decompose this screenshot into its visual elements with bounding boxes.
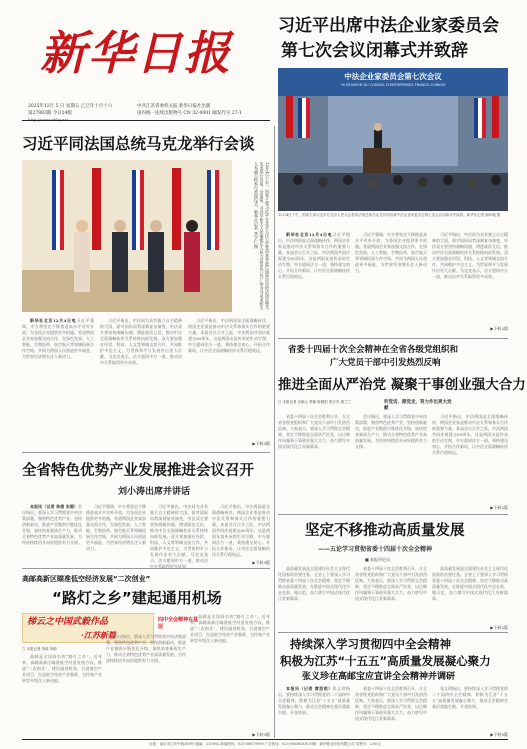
story7-top-rule [278,632,508,633]
story7-headline-line1: 持续深入学习贯彻四中全会精神 [290,637,451,651]
story2-photo [22,160,232,312]
story4-lead: 本报讯（记者 李康 宋源） [30,504,78,509]
story3-body-col2: 会议指出，要深入学习贯彻党中央决策部署，聚焦特色优势产业，坚持创新驱动，推进产业链供应链优化升级，加快培育新质生产力，推动全省特色优势产业高质量发展，为经济持续回升向好提供有力支撑。 [355,414,427,449]
story5-body-col2: 会议指出，要深入学习贯彻党中央决策部署，聚焦特色优势产业，坚持创新驱动，推进产业链供应链优化升级，加快培育新质生产力，推动全省特色优势产业高质量发展，为经济持续回升向好提供有力支撑。 [106,634,186,663]
story1-body: 新华社北京12月4日电习近平指出，中法两国是全面战略伙伴，两国企业家是推动中法关系和务实合作的重要力量。本届会议召开之际，中法两国共同庆祝建交60周年。这是两国友谊传承的生动写照，中方愿同法方一道，秉持建交初心，开拓合作新局，让中法全面战略伙伴关系行稳致远。 [278,232,350,279]
story5-byline: □ 本报记者 李源 李源 [22,647,57,651]
event-photo-illustration [278,68,508,211]
story1-photo-banner-cn: 中法企业家委员会第七次会议 [344,72,442,81]
story1-photo-banner-fr: 7e RÉUNION DU CONSEIL D'ENTREPRISES FRANCO-CHINOIS [340,83,446,87]
story3-continue[interactable]: ▶下转2版 [490,505,508,510]
story2-lead: 新华社北京12月4日电 [30,318,77,323]
footer-rule [22,739,508,740]
story3-body-col3: 习近平指出，中法两国是全面战略伙伴，两国企业家是推动中法关系和务实合作的重要力量。本届会议召开之际，中法两国共同庆祝建交60周年。这是两国友谊传承的生动写照，中方愿同法方一道，秉持建交初心，开拓合作新局，让中法全面战略伙伴关系行稳致远。 [432,414,508,455]
story2-continue[interactable]: ▶下转3版 [252,441,270,446]
story5-headline: “路灯之乡”建起通用机场 [52,589,222,607]
story7-lead: 本报讯（记者 黄思雨） [286,686,333,691]
story1-headline-line2: 第七次会议闭幕式并致辞 [281,41,468,61]
story3-kicker-line1: 省委十四届十次全会精神在全省各级党组织和 [288,345,459,355]
story2-body: 新华社北京12月4日电习近平强调，中方将坚定不移推进高水平对外开放，为各国企业提供更多机遇。希望两国企业家加强交流合作，在绿色发展、人工智能、生物医药、航空航天等领域拓展合作空间，共同为两国人民创造更多福祉，为世界经济增长注入新动力。 [22,318,94,359]
story1-continue[interactable]: ▶下转2版 [490,326,508,331]
story6-byline: ■ 本报评论员 [365,557,391,562]
column-divider [274,126,275,738]
story3-kicker-line2: 广大党员干部中引发热烈反响 [330,358,441,368]
talks-photo-illustration [22,160,232,312]
story5-continue[interactable]: ▶下转3版 [252,732,270,737]
masthead-logo: 新华日报 [40,26,232,80]
masthead-rule [22,120,270,121]
story5-banner-title: 梯云之中国武毅作品 [27,617,109,627]
story3-byline: □ 本报记者 佘颖云 蔡敏 陈明阳 张宏杰 胡兰兰 [278,400,351,404]
story4-subhead: 刘小涛出席并讲话 [118,487,191,497]
story3-top-rule [278,338,508,339]
story6-body: 高质量发展是全面建设社会主义现代化国家的首要任务。全省上下要深入学习贯彻省委十四届十次全会精神，坚定不移推动高质量发展，在推进中国式现代化中走在前、做示范，奋力谱写中国式现代化江苏新篇章。 [278,566,350,601]
story3-headline: 推进全面从严治党 凝聚干事创业强大合力 [278,377,526,393]
story1-lead: 新华社北京12月4日电 [286,232,333,237]
story5-kicker: 高邮高新区瞄准低空经济发展“二次创业” [22,575,151,583]
story4-body-col3: 习近平指出，中法同为具有独立自主精神的大国，面对国际局势深刻复杂演变，中法双方要坚持战略沟通，增进政治互信，推动中法全面战略伙伴关系持续向前发展。双方要加强在经贸、科技、人文等领域交流合作，共同维护多边主义，为世界和平与发展作出更大贡献。马克龙表示，法方愿同中方一道，推动法中关系取得更多成果。 [150,504,208,569]
story4-body-col4: 习近平指出，中法两国是全面战略伙伴，两国企业家是推动中法关系和务实合作的重要力量。本届会议召开之际，中法两国共同庆祝建交60周年。这是两国友谊传承的生动写照，中方愿同法方一道，秉持建交初心，开拓合作新局，让中法全面战略伙伴关系行稳致远。 [212,504,270,557]
story2-body-col2: 习近平指出，中法同为具有独立自主精神的大国，面对国际局势深刻复杂演变，中法双方要坚持战略沟通，增进政治互信，推动中法全面战略伙伴关系持续向前发展。双方要加强在经贸、科技、人文等领域交流合作，共同维护多边主义，为世界和平与发展作出更大贡献。马克龙表示，法方愿同中方一道，推动法中关系取得更多成果。 [100,318,182,365]
story7-body-col2: 省委十四届十次全会胜利召开，在全省各级党组织和广大党员干部中引发热烈反响。大家表示，要深入学习贯彻全会精神，坚定不移推进全面从严治党，以过硬作风凝聚干事创业强大合力，奋力谱写中国式现代化江苏新篇章。 [355,686,427,721]
story1-caption: 12月4日下午，国家主席习近平在北京人民大会堂同法国总统马克龙共同出席中法企业家委员会第七次会议闭幕式并致辞。新华社记者 谢环驰 摄 [278,213,501,217]
masthead-issue: 第27883期 今日24版 [28,111,72,116]
story7-body-col3: 张义珍指出，要持续深入学习贯彻党的二十届四中全会精神，积极为江苏“十五五”高质量发展凝心聚力，推动全会精神在基层落地生根、开花结果。 [432,686,508,709]
story5-top-rule [22,568,270,569]
masthead-publisher: 中共江苏省委机关报 新华日报社出版 [137,104,211,109]
story6-body-col3: 高质量发展是全面建设社会主义现代化国家的首要任务。全省上下要深入学习贯彻省委十四届十次全会精神，坚定不移推动高质量发展，在推进中国式现代化中走在前、做示范，奋力谱写中国式现代化江苏新篇章。 [432,566,508,601]
footer-text: 社址：南京市江东中路369号 邮编：210092 新闻热线：025-58679999 广告热线：025-58680306 印刷：新华报业印务有限公司 零售价：2.00元 [149,742,381,746]
story2-body-col3: 习近平指出，中法两国是全面战略伙伴，两国企业家是推动中法关系和务实合作的重要力量。本届会议召开之际，中法两国共同庆祝建交60周年。这是两国友谊传承的生动写照，中方愿同法方一道，秉持建交初心，开拓合作新局，让中法全面战略伙伴关系行稳致远。 [188,318,270,353]
story6-top-rule [278,514,508,515]
story7-body: 本报讯（记者 黄思雨）张义珍指出，要持续深入学习贯彻党的二十届四中全会精神，积极为江苏“十五五”高质量发展凝心聚力，推动全会精神在基层落地生根、开花结果。 [278,686,350,715]
story4-body-col2: 习近平强调，中方将坚定不移推进高水平对外开放，为各国企业提供更多机遇。希望两国企业家加强交流合作，在绿色发展、人工智能、生物医药、航空航天等领域拓展合作空间，共同为两国人民创造更多福祉，为世界经济增长注入新动力。 [86,504,146,551]
story7-headline-line2: 积极为江苏“十五五”高质量发展凝心聚力 [280,654,491,668]
story1-headline-line1: 习近平出席中法企业家委员会 [278,16,499,36]
masthead-code: 国内统一连续出版物号 CN 32-0001 邮发代号 27-1 [137,111,242,116]
story4-headline: 全省特色优势产业发展推进会议召开 [22,463,254,479]
story1-body-col3: 习近平指出，中法同为具有独立自主精神的大国，面对国际局势深刻复杂演变，中法双方要坚持战略沟通，增进政治互信，推动中法全面战略伙伴关系持续向前发展。双方要加强在经贸、科技、人文等领域交流合作，共同维护多边主义，为世界和平与发展作出更大贡献。马克龙表示，法方愿同中方一道，推动法中关系取得更多成果。 [432,232,508,279]
story5-banner-subtitle: ·江苏新篇 [81,630,116,640]
story2-side-caption: 12月4日上午，国家主席习近平在北京人民大会堂同来华进行国事访问的法国总统马克龙举行会谈。会谈前，习近平和夫人彭丽媛在人民大会堂东门外广场为马克龙和夫人布丽吉特举行欢迎仪式。新华社记者 李学仁 摄 [254,162,270,310]
masthead [22,8,272,123]
story4-top-rule [22,452,270,453]
story5-body-col3: 高邮是全国闻名的“路灯之乡”。近年来，高邮高新区瞄准低空经济发展方向，推进“二次创业”，建设通用机场，引进低空产业项目，打造低空经济产业集群，为传统产业转型升级注入新动能。 [190,614,270,643]
story3-subhead: 听党话、跟党走，努力作出更大贡献 [384,400,452,411]
story1-body-col2: 习近平强调，中方将坚定不移推进高水平对外开放，为各国企业提供更多机遇。希望两国企业家加强交流合作，在绿色发展、人工智能、生物医药、航空航天等领域拓展合作空间，共同为两国人民创造更多福祉，为世界经济增长注入新动力。 [355,232,427,273]
story3-body: 省委十四届十次全会胜利召开，在全省各级党组织和广大党员干部中引发热烈反响。大家表示，要深入学习贯彻全会精神，坚定不移推进全面从严治党，以过硬作风凝聚干事创业强大合力，奋力谱写中国式现代化江苏新篇章。 [278,414,350,449]
story5-banner-side: 四中全会精神在基层 [158,617,199,630]
story2-headline: 习近平同法国总统马克龙举行会谈 [22,135,255,153]
story6-subhead: ——五论学习贯彻省委十四届十次全会精神 [318,546,433,553]
story1-photo [278,68,508,211]
masthead-date: 2025年12月 5 日 星期五 乙巳年十月十六 [28,104,113,109]
story5-body: 高邮是全国闻名的“路灯之乡”。近年来，高邮高新区瞄准低空经济发展方向，推进“二次创业”，建设通用机场，引进低空产业项目，打造低空经济产业集群，为传统产业转型升级注入新动能。 [22,654,102,683]
story4-body: 本报讯（记者 李康 宋源）会议指出，要深入学习贯彻党中央决策部署，聚焦特色优势产业，坚持创新驱动，推进产业链供应链优化升级，加快培育新质生产力，推动全省特色优势产业高质量发展，为经济持续回升向好提供有力支撑。 [22,504,82,545]
story4-continue[interactable]: ▶下转3版 [252,560,270,565]
story6-body-col2: 省委十四届十次全会胜利召开，在全省各级党组织和广大党员干部中引发热烈反响。大家表示，要深入学习贯彻全会精神，坚定不移推进全面从严治党，以过硬作风凝聚干事创业强大合力，奋力谱写中国式现代化江苏新篇章。 [355,566,427,601]
story7-subhead: 张义珍在高邮宝应宣讲全会精神并调研 [302,672,456,682]
story6-headline: 坚定不移推动高质量发展 [305,523,465,539]
story6-continue[interactable]: ▶下转2版 [490,625,508,630]
story7-continue[interactable]: ▶下转5版 [490,732,508,737]
